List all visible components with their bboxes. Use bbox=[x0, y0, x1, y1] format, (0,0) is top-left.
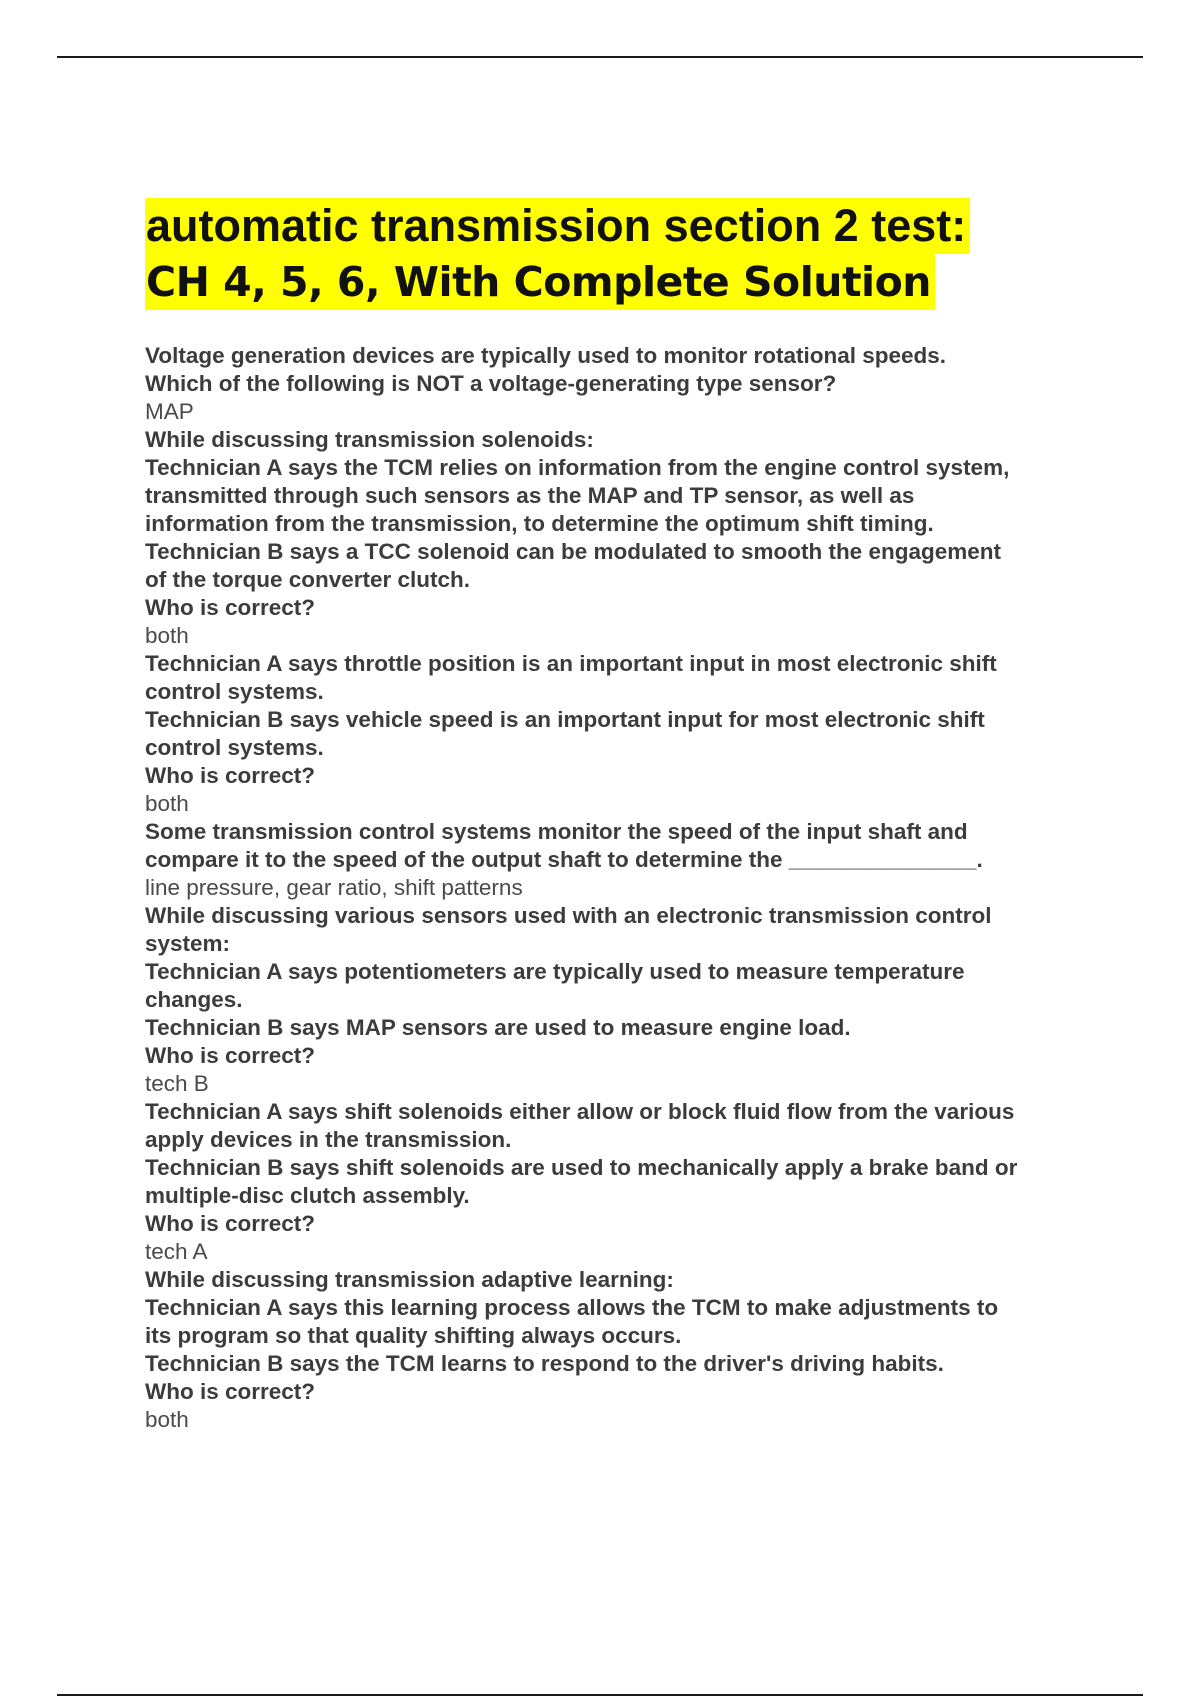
question-line: its program so that quality shifting always occurs. bbox=[145, 1323, 682, 1348]
question-line: information from the transmission, to determine the optimum shift timing. bbox=[145, 511, 934, 536]
question-line: Some transmission control systems monitor the speed of the input shaft and bbox=[145, 819, 968, 844]
question-line: of the torque converter clutch. bbox=[145, 567, 471, 592]
answer-line: tech B bbox=[145, 1071, 209, 1096]
title-line-2: CH 4, 5, 6, With Complete Solution bbox=[145, 254, 935, 310]
question-line: While discussing various sensors used with an electronic transmission control bbox=[145, 903, 992, 928]
question-line: While discussing transmission adaptive learning: bbox=[145, 1267, 674, 1292]
answer-line: both bbox=[145, 623, 189, 648]
bottom-rule bbox=[57, 1694, 1143, 1696]
answer-line: line pressure, gear ratio, shift patterns bbox=[145, 875, 523, 900]
answer-line: tech A bbox=[145, 1239, 208, 1264]
question-line: Who is correct? bbox=[145, 1211, 316, 1236]
question-line: multiple-disc clutch assembly. bbox=[145, 1183, 470, 1208]
question-line: Technician B says vehicle speed is an important input for most electronic shift bbox=[145, 707, 985, 732]
question-line: Who is correct? bbox=[145, 763, 316, 788]
question-line: transmitted through such sensors as the MAP and TP sensor, as well as bbox=[145, 483, 915, 508]
answer-line: both bbox=[145, 791, 189, 816]
question-line: Technician A says potentiometers are typically used to measure temperature bbox=[145, 959, 965, 984]
question-line: Who is correct? bbox=[145, 1379, 316, 1404]
question-line: Technician A says throttle position is an important input in most electronic shift bbox=[145, 651, 997, 676]
question-line: Voltage generation devices are typically used to monitor rotational speeds. bbox=[145, 343, 947, 368]
answer-line: both bbox=[145, 1407, 189, 1432]
question-line: Technician A says the TCM relies on information from the engine control system, bbox=[145, 455, 1010, 480]
question-line: Who is correct? bbox=[145, 595, 316, 620]
top-rule bbox=[57, 56, 1143, 58]
question-answer-list bbox=[145, 342, 1145, 1434]
document-title bbox=[145, 198, 1145, 310]
question-line: changes. bbox=[145, 987, 243, 1012]
question-line: Technician B says shift solenoids are used to mechanically apply a brake band or bbox=[145, 1155, 1018, 1180]
question-line: system: bbox=[145, 931, 231, 956]
question-line: control systems. bbox=[145, 679, 324, 704]
question-line: Technician A says this learning process allows the TCM to make adjustments to bbox=[145, 1295, 999, 1320]
question-line: Technician B says the TCM learns to respond to the driver's driving habits. bbox=[145, 1351, 944, 1376]
question-line: compare it to the speed of the output shaft to determine the _______________. bbox=[145, 847, 983, 872]
question-line: While discussing transmission solenoids: bbox=[145, 427, 594, 452]
question-line: Which of the following is NOT a voltage-generating type sensor? bbox=[145, 371, 837, 396]
title-line-1: automatic transmission section 2 test: bbox=[145, 198, 970, 254]
answer-line: MAP bbox=[145, 399, 194, 424]
question-line: Technician A says shift solenoids either allow or block fluid flow from the various bbox=[145, 1099, 1015, 1124]
question-line: Who is correct? bbox=[145, 1043, 316, 1068]
question-line: control systems. bbox=[145, 735, 324, 760]
question-line: apply devices in the transmission. bbox=[145, 1127, 512, 1152]
question-line: Technician B says MAP sensors are used to measure engine load. bbox=[145, 1015, 851, 1040]
question-line: Technician B says a TCC solenoid can be modulated to smooth the engagement bbox=[145, 539, 1001, 564]
